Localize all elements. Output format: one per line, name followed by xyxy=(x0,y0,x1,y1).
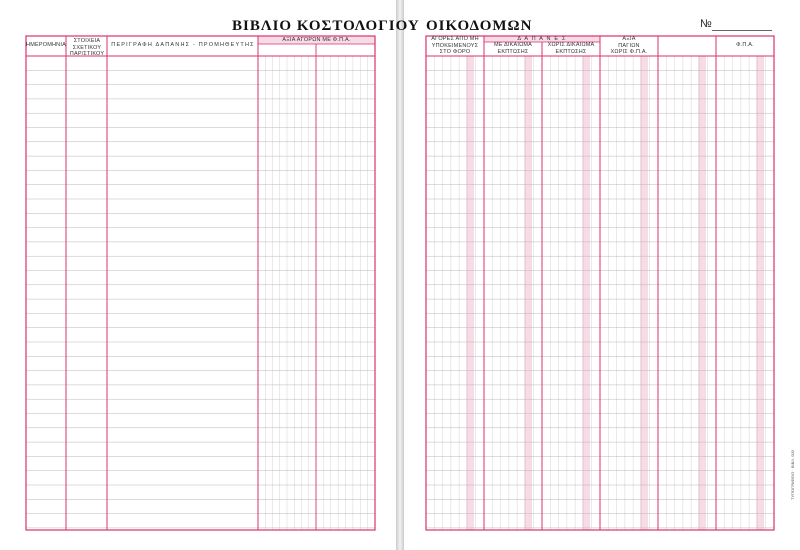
printer-imprint: ΤΥΠΟΓΡΑΦΕΙΟ · ΒΙΒΛ. 000 xyxy=(790,450,795,500)
header-with-deduction: ΜΕ ΔΙΚΑΙΩΜΑ ΕΚΠΤΩΣΗΣ xyxy=(493,42,533,55)
header-fixed-assets: ΑΞΙΑ ΠΑΓΙΩΝ ΧΩΡΙΣ Φ.Π.Α. xyxy=(610,36,648,55)
number-label: № xyxy=(700,18,712,30)
amount-shade xyxy=(582,56,590,530)
amount-shade xyxy=(466,56,474,530)
amount-shade xyxy=(524,56,532,530)
header-purchases: ΑΞΙΑ ΑΓΟΡΩΝ ΜΕ Φ.Π.Α. xyxy=(282,37,351,43)
header-exempt: ΑΓΟΡΕΣ ΑΠΟ ΜΗ ΥΠΟΚΕΙΜΕΝΟΥΣ ΣΤΟ ΦΟΡΟ xyxy=(431,36,479,55)
header-expenses: Δ Α Π Α Ν Ε Σ xyxy=(517,36,567,42)
left-frame xyxy=(26,36,375,530)
header-description: ΠΕΡΙΓΡΑΦΗ ΔΑΠΑΝΗΣ - ΠΡΟΜΗΘΕΥΤΗΣ xyxy=(111,42,255,48)
header-date: ΗΜΕΡΟΜΗΝΙΑ xyxy=(26,42,66,48)
header-vat: Φ.Π.Α. xyxy=(736,42,754,48)
amount-shade xyxy=(640,56,648,530)
title-right: ΟΙΚΟΔΟΜΩΝ xyxy=(426,18,533,34)
amount-shade xyxy=(756,56,764,530)
amount-shade xyxy=(698,56,706,530)
title-left: ΒΙΒΛΙΟ ΚΟΣΤΟΛΟΓΙΟΥ xyxy=(232,18,420,34)
header-voucher: ΣΤΟΙΧΕΙΑ ΣΧΕΤΙΚΟΥ ΠΑΡ/ΣΤΙΚΟΥ xyxy=(69,38,105,57)
header-without-deduction: ΧΩΡΙΣ ΔΙΚΑΙΩΜΑ ΕΚΠΤΩΣΗΣ xyxy=(547,42,595,55)
